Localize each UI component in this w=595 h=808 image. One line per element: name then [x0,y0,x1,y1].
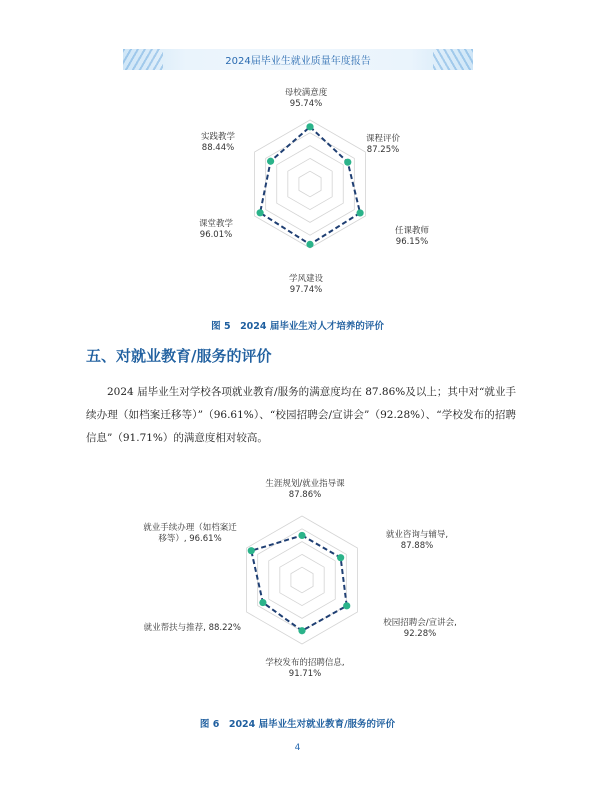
radar-value-label: 88.44% [201,143,235,153]
radar-category-label: 就业咨询与辅导, [385,530,449,540]
radar-value-label: 91.71% [288,669,322,679]
figure5-caption: 图 5 2024 届毕业生对人才培养的评价 [211,321,384,332]
radar-value-label: 87.88% [400,541,434,551]
radar-category-label: 学风建设 [288,274,324,284]
radar-axis-label [199,218,234,240]
radar-data-point [356,209,363,216]
radar-value-label: 95.74% [289,99,323,109]
radar-axis-label [395,225,430,247]
radar-grid-ring [277,146,344,223]
radar-data-point [298,532,305,539]
radar-axis-label [265,657,344,679]
radar-axis-label [289,273,324,295]
radar-grid-ring [266,133,355,235]
radar-category-label: 就业手续办理（如档案迁 [143,523,237,533]
radar-value-label: 92.28% [403,629,437,639]
radar-data-point [343,602,350,609]
radar-data-point [259,599,266,606]
radar-grid-ring [255,120,366,248]
radar-axis-label [383,617,457,639]
section-paragraph: 2024 届毕业生对学校各项就业教育/服务的满意度均在 87.86%及以上；其中对“就业手续办理（如档案迁移等）”（96.61%）、“校园招聘会/宣讲会”（92.28%）、“学校发布的招聘信息”（91.71%）的满意度相对较高。 [86,386,516,444]
radar-data-point [337,554,344,561]
radar-axis-label [143,522,237,544]
radar-chart-talent-training [0,80,595,305]
radar-category-label: 任课教师 [394,226,430,236]
radar-data-point [306,123,313,130]
radar-axis-label [366,133,401,155]
radar-value-label: 96.01% [199,230,233,240]
radar-category-label: 就业帮扶与推荐, 88.22% [143,623,241,633]
radar-category-label: 学校发布的招聘信息, [265,658,345,668]
radar-axis-label [144,622,241,633]
radar-value-label: 97.74% [289,285,323,295]
radar-category-label: 母校满意度 [284,88,328,98]
page-number: 4 [294,743,301,753]
header-banner [123,49,473,70]
figure6-caption: 图 6 2024 届毕业生对就业教育/服务的评价 [199,719,396,730]
radar-data-point [306,241,313,248]
radar-grid-ring [288,158,332,209]
radar-data-point [267,158,274,165]
radar-axis-label [201,131,236,153]
radar-category-label: 生涯规划/就业指导课 [265,479,345,489]
radar-value-label: 96.15% [395,237,429,247]
radar-data-point [248,547,255,554]
header-title: 2024届毕业生就业质量年度报告 [225,56,371,67]
radar-grid-ring [291,567,313,593]
radar-data-point [298,627,305,634]
radar-category-label: 移等）, 96.61% [158,534,222,544]
radar-data-point [257,209,264,216]
radar-grid-ring [299,171,321,197]
radar-category-label: 校园招聘会/宣讲会, [383,618,457,628]
radar-axis-label [386,529,448,551]
radar-value-label: 87.25% [366,145,400,155]
radar-category-label: 课堂教学 [198,219,234,229]
radar-value-label: 87.86% [288,490,322,500]
radar-chart-employment-services [0,470,595,692]
radar-axis-label [265,478,345,500]
radar-grid-ring [280,554,324,605]
radar-grid-ring [269,542,336,619]
radar-data-point [344,159,351,166]
radar-axis-label [285,87,328,109]
radar-category-label: 课程评价 [365,134,401,144]
section-title: 五、对就业教育/服务的评价 [86,347,272,365]
radar-category-label: 实践教学 [200,132,236,142]
radar-series-line [260,127,360,245]
